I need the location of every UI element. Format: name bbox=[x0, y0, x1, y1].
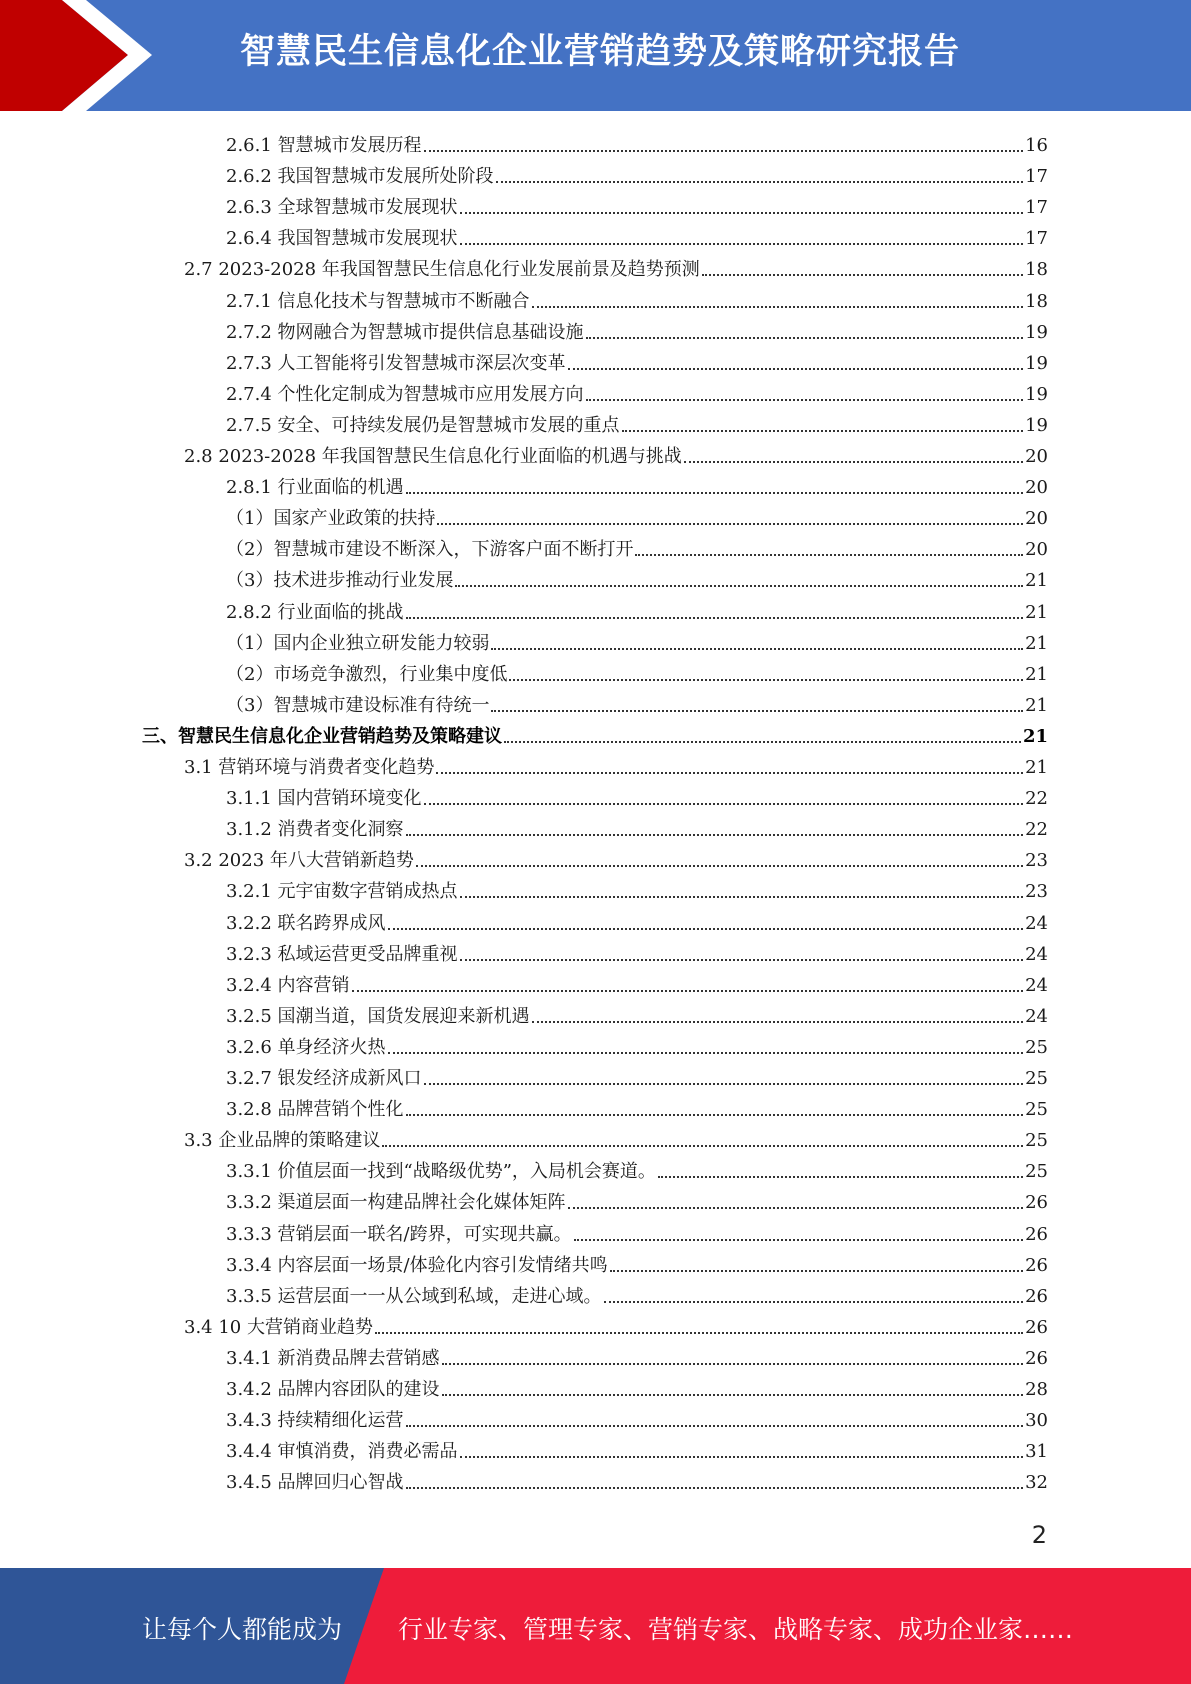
toc-entry[interactable] bbox=[226, 1216, 1048, 1247]
toc-entry-title: 2.6.3 全球智慧城市发展现状 bbox=[226, 197, 458, 219]
toc-entry[interactable] bbox=[226, 158, 1048, 189]
toc-entry-title: 3.3 企业品牌的策略建议 bbox=[184, 1130, 381, 1152]
toc-dot-leader bbox=[658, 1176, 1023, 1178]
toc-entry[interactable] bbox=[226, 1091, 1048, 1122]
toc-entry-title: 2.7.3 人工智能将引发智慧城市深层次变革 bbox=[226, 352, 566, 374]
toc-entry-page: 21 bbox=[1025, 601, 1048, 623]
toc-dot-leader bbox=[455, 585, 1023, 587]
toc-dot-leader bbox=[382, 1145, 1023, 1147]
toc-entry-page: 21 bbox=[1025, 663, 1048, 685]
toc-entry-title: （3）智慧城市建设标准有待统一 bbox=[226, 694, 490, 716]
toc-entry-title: 3.1.1 国内营销环境变化 bbox=[226, 788, 422, 810]
toc-entry-page: 30 bbox=[1025, 1410, 1048, 1432]
toc-entry[interactable] bbox=[184, 842, 1048, 873]
toc-dot-leader bbox=[496, 181, 1024, 183]
toc-dot-leader bbox=[635, 554, 1023, 556]
toc-entry[interactable] bbox=[226, 687, 1048, 718]
toc-dot-leader bbox=[568, 1207, 1024, 1209]
toc-entry[interactable] bbox=[226, 780, 1048, 811]
toc-dot-leader bbox=[406, 492, 1024, 494]
toc-entry[interactable] bbox=[226, 594, 1048, 625]
toc-entry-title: （1）国家产业政策的扶持 bbox=[226, 508, 436, 530]
toc-entry-title: 2.8.2 行业面临的挑战 bbox=[226, 601, 404, 623]
toc-entry-title: 3.2.7 银发经济成新风口 bbox=[226, 1068, 422, 1089]
page-number: 2 bbox=[1031, 1521, 1047, 1549]
toc-entry-page: 20 bbox=[1025, 508, 1048, 530]
toc-entry[interactable] bbox=[226, 1153, 1048, 1184]
toc-entry[interactable] bbox=[226, 345, 1048, 376]
toc-entry-page: 25 bbox=[1025, 1068, 1048, 1089]
toc-entry-title: 2.6.4 我国智慧城市发展现状 bbox=[226, 228, 458, 250]
toc-dot-leader bbox=[622, 430, 1024, 432]
toc-dot-leader bbox=[424, 803, 1024, 805]
toc-entry[interactable] bbox=[226, 1464, 1048, 1495]
toc-entry-page: 25 bbox=[1025, 1130, 1048, 1152]
toc-entry-page: 26 bbox=[1025, 1285, 1048, 1307]
toc-entry-title: 3.4.1 新消费品牌去营销感 bbox=[226, 1347, 440, 1369]
toc-entry-page: 21 bbox=[1025, 570, 1048, 592]
toc-entry-title: （1）国内企业独立研发能力较弱 bbox=[226, 632, 490, 654]
toc-dot-leader bbox=[684, 461, 1023, 463]
toc-entry-page: 23 bbox=[1025, 881, 1048, 903]
toc-dot-leader bbox=[388, 928, 1024, 930]
toc-entry-page: 26 bbox=[1025, 1254, 1048, 1276]
toc-entry-page: 28 bbox=[1025, 1379, 1048, 1400]
toc-dot-leader bbox=[388, 1052, 1024, 1054]
toc-dot-leader bbox=[352, 990, 1024, 992]
toc-dot-leader bbox=[460, 1456, 1024, 1458]
toc-entry-page: 26 bbox=[1025, 1316, 1048, 1338]
toc-entry[interactable] bbox=[226, 189, 1048, 220]
toc-entry[interactable] bbox=[226, 1060, 1048, 1091]
toc-entry-title: 3.3.1 价值层面一找到“战略级优势”，入局机会赛道。 bbox=[226, 1161, 656, 1183]
toc-entry[interactable] bbox=[226, 500, 1048, 531]
toc-dot-leader bbox=[406, 1425, 1024, 1427]
toc-entry-page: 20 bbox=[1025, 446, 1048, 467]
footer-banner bbox=[0, 1568, 1191, 1684]
header-banner bbox=[0, 0, 1191, 111]
toc-entry-page: 19 bbox=[1025, 383, 1048, 405]
toc-entry[interactable] bbox=[226, 1402, 1048, 1433]
toc-entry-page: 25 bbox=[1025, 1036, 1048, 1058]
toc-entry-page: 21 bbox=[1022, 725, 1048, 747]
toc-dot-leader bbox=[416, 865, 1023, 867]
toc-entry[interactable] bbox=[226, 314, 1048, 345]
toc-entry-title: 2.7 2023-2028 年我国智慧民生信息化行业发展前景及趋势预测 bbox=[184, 259, 700, 281]
toc-entry-page: 17 bbox=[1025, 197, 1048, 219]
toc-entry-page: 21 bbox=[1025, 757, 1048, 778]
toc-entry[interactable] bbox=[226, 936, 1048, 967]
toc-entry-page: 21 bbox=[1025, 694, 1048, 716]
toc-entry-title: 3.2.2 联名跨界成风 bbox=[226, 912, 386, 934]
toc-entry-title: 3.3.5 运营层面一一从公域到私域，走进心域。 bbox=[226, 1285, 602, 1307]
toc-entry-title: 3.2.1 元宇宙数字营销成热点 bbox=[226, 881, 458, 903]
toc-entry-title: 3.1 营销环境与消费者变化趋势 bbox=[184, 757, 435, 778]
toc-entry-page: 19 bbox=[1025, 352, 1048, 374]
toc-entry-title: 3.2 2023 年八大营销新趋势 bbox=[184, 850, 414, 872]
toc-entry[interactable] bbox=[226, 905, 1048, 936]
toc-entry-title: 2.7.4 个性化定制成为智慧城市应用发展方向 bbox=[226, 383, 584, 405]
toc-entry-page: 23 bbox=[1025, 850, 1048, 872]
toc-entry[interactable] bbox=[226, 562, 1048, 593]
toc-entry-page: 16 bbox=[1025, 135, 1048, 156]
toc-entry-title: 2.7.5 安全、可持续发展仍是智慧城市发展的重点 bbox=[226, 414, 620, 436]
toc-entry[interactable] bbox=[184, 1309, 1048, 1340]
toc-entry-title: 3.4.3 持续精细化运营 bbox=[226, 1410, 404, 1432]
toc-entry-title: 3.3.3 营销层面一联名/跨界，可实现共赢。 bbox=[226, 1223, 572, 1245]
toc-entry[interactable] bbox=[184, 438, 1048, 469]
toc-entry-title: 3.2.3 私域运营更受品牌重视 bbox=[226, 943, 458, 965]
toc-entry[interactable] bbox=[226, 469, 1048, 500]
toc-entry-page: 22 bbox=[1025, 819, 1048, 841]
toc-dot-leader bbox=[702, 274, 1023, 276]
toc-dot-leader bbox=[610, 1270, 1024, 1272]
toc-entry-page: 24 bbox=[1025, 943, 1048, 965]
toc-dot-leader bbox=[604, 1301, 1024, 1303]
toc-entry[interactable] bbox=[226, 531, 1048, 562]
toc-entry-title: 3.2.6 单身经济火热 bbox=[226, 1036, 386, 1058]
toc-entry-title: 3.3.4 内容层面一场景/体验化内容引发情绪共鸣 bbox=[226, 1254, 608, 1276]
toc-entry[interactable] bbox=[226, 656, 1048, 687]
toc-entry-title: 2.6.1 智慧城市发展历程 bbox=[226, 135, 422, 156]
toc-entry[interactable] bbox=[226, 127, 1048, 158]
toc-entry-page: 22 bbox=[1025, 788, 1048, 810]
toc-dot-leader bbox=[442, 1363, 1024, 1365]
toc-dot-leader bbox=[460, 896, 1024, 898]
toc-entry-title: 2.7.1 信息化技术与智慧城市不断融合 bbox=[226, 290, 530, 312]
toc-entry-page: 26 bbox=[1025, 1347, 1048, 1369]
toc-dot-leader bbox=[568, 368, 1024, 370]
toc-dot-leader bbox=[406, 1487, 1024, 1489]
toc-dot-leader bbox=[437, 523, 1023, 525]
toc-dot-leader bbox=[574, 1239, 1024, 1241]
toc-entry-title: （2）智慧城市建设不断深入，下游客户面不断打开 bbox=[226, 539, 634, 561]
toc-entry[interactable] bbox=[226, 1247, 1048, 1278]
toc-entry[interactable] bbox=[184, 1122, 1048, 1153]
toc-entry-page: 17 bbox=[1025, 166, 1048, 188]
footer-slogan-right: 行业专家、管理专家、营销专家、战略专家、成功企业家…… bbox=[398, 1615, 1074, 1644]
toc-entry[interactable] bbox=[226, 1340, 1048, 1371]
toc-entry-title: 3.4.4 审慎消费，消费必需品 bbox=[226, 1441, 458, 1463]
toc-entry-page: 32 bbox=[1025, 1472, 1048, 1494]
toc-entry-title: 3.4.2 品牌内容团队的建设 bbox=[226, 1379, 440, 1400]
toc-entry[interactable] bbox=[226, 1278, 1048, 1309]
toc-entry-page: 17 bbox=[1025, 228, 1048, 250]
toc-entry[interactable] bbox=[226, 376, 1048, 407]
toc-entry-title: （3）技术进步推动行业发展 bbox=[226, 570, 454, 592]
toc-entry-page: 26 bbox=[1025, 1192, 1048, 1214]
toc-entry-page: 25 bbox=[1025, 1099, 1048, 1121]
toc-dot-leader bbox=[436, 772, 1023, 774]
toc-entry-page: 20 bbox=[1025, 539, 1048, 561]
toc-dot-leader bbox=[460, 243, 1024, 245]
toc-entry[interactable] bbox=[184, 251, 1048, 282]
red-arrow-shape bbox=[0, 0, 128, 111]
toc-entry[interactable] bbox=[226, 967, 1048, 998]
toc-entry-title: 2.8.1 行业面临的机遇 bbox=[226, 477, 404, 499]
toc-entry[interactable] bbox=[226, 811, 1048, 842]
toc-entry[interactable] bbox=[142, 718, 1048, 749]
toc-entry-title: （2）市场竞争激烈，行业集中度低 bbox=[226, 663, 508, 685]
toc-entry-page: 19 bbox=[1025, 414, 1048, 436]
toc-dot-leader bbox=[532, 1021, 1024, 1023]
toc-entry-title: 2.6.2 我国智慧城市发展所处阶段 bbox=[226, 166, 494, 188]
toc-entry-title: 3.2.8 品牌营销个性化 bbox=[226, 1099, 404, 1121]
toc-entry-page: 19 bbox=[1025, 321, 1048, 343]
toc-entry-page: 24 bbox=[1025, 1005, 1048, 1027]
toc-entry-page: 24 bbox=[1025, 912, 1048, 934]
toc-entry-page: 18 bbox=[1025, 259, 1048, 281]
toc-entry-title: 3.2.5 国潮当道，国货发展迎来新机遇 bbox=[226, 1005, 530, 1027]
toc-dot-leader bbox=[460, 212, 1024, 214]
toc-dot-leader bbox=[586, 399, 1024, 401]
toc-dot-leader bbox=[406, 617, 1024, 619]
toc-dot-leader bbox=[586, 337, 1024, 339]
toc-dot-leader bbox=[442, 1394, 1024, 1396]
report-title: 智慧民生信息化企业营销趋势及策略研究报告 bbox=[240, 32, 961, 72]
toc-entry-page: 31 bbox=[1025, 1441, 1048, 1463]
toc-dot-leader bbox=[491, 648, 1023, 650]
toc-entry[interactable] bbox=[226, 998, 1048, 1029]
toc-dot-leader bbox=[424, 150, 1024, 152]
toc-dot-leader bbox=[460, 959, 1024, 961]
toc-dot-leader bbox=[424, 1083, 1024, 1085]
toc-entry[interactable] bbox=[226, 873, 1048, 904]
toc-entry-page: 25 bbox=[1025, 1161, 1048, 1183]
toc-dot-leader bbox=[504, 741, 1021, 743]
toc-entry-page: 26 bbox=[1025, 1223, 1048, 1245]
toc-entry[interactable] bbox=[226, 1371, 1048, 1402]
toc-dot-leader bbox=[509, 679, 1023, 681]
toc-entry-page: 18 bbox=[1025, 290, 1048, 312]
toc-entry[interactable] bbox=[226, 1433, 1048, 1464]
toc-dot-leader bbox=[406, 1114, 1024, 1116]
toc-entry-page: 20 bbox=[1025, 477, 1048, 499]
toc-entry-title: 3.4 10 大营销商业趋势 bbox=[184, 1316, 373, 1338]
toc-entry-title: 2.7.2 物网融合为智慧城市提供信息基础设施 bbox=[226, 321, 584, 343]
toc-entry-title: 3.4.5 品牌回归心智战 bbox=[226, 1472, 404, 1494]
toc-entry-title: 三、智慧民生信息化企业营销趋势及策略建议 bbox=[142, 725, 502, 747]
toc-dot-leader bbox=[375, 1332, 1023, 1334]
toc-dot-leader bbox=[491, 710, 1023, 712]
toc-entry[interactable] bbox=[226, 407, 1048, 438]
toc-entry-title: 3.1.2 消费者变化洞察 bbox=[226, 819, 404, 841]
toc-dot-leader bbox=[532, 306, 1024, 308]
toc-entry[interactable] bbox=[226, 283, 1048, 314]
toc-entry[interactable] bbox=[226, 1029, 1048, 1060]
toc-entry-title: 3.2.4 内容营销 bbox=[226, 974, 350, 996]
toc-entry-page: 21 bbox=[1025, 632, 1048, 654]
toc-entry[interactable] bbox=[226, 220, 1048, 251]
toc-entry[interactable] bbox=[226, 1184, 1048, 1215]
toc-dot-leader bbox=[406, 834, 1024, 836]
toc-entry-page: 24 bbox=[1025, 974, 1048, 996]
toc-entry[interactable] bbox=[226, 625, 1048, 656]
toc-entry[interactable] bbox=[184, 749, 1048, 780]
toc-entry-title: 3.3.2 渠道层面一构建品牌社会化媒体矩阵 bbox=[226, 1192, 566, 1214]
footer-slogan-left: 让每个人都能成为 bbox=[142, 1615, 343, 1644]
toc-entry-title: 2.8 2023-2028 年我国智慧民生信息化行业面临的机遇与挑战 bbox=[184, 446, 682, 467]
